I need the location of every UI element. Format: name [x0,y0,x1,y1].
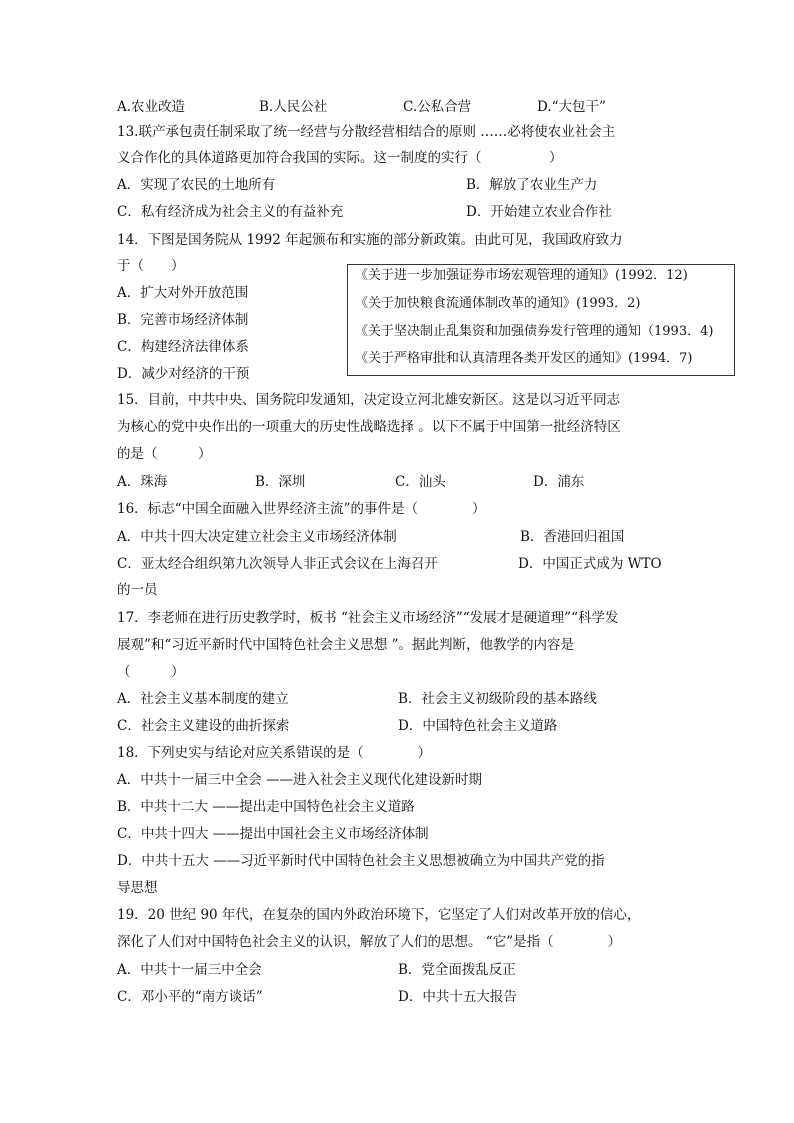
q18-option-c: C．中共十四大 ——提出中国社会主义市场经济体制 [117,826,429,842]
q17-option-b: B．社会主义初级阶段的基本路线 [398,691,597,707]
q17-stem-line3: （ ） [117,664,185,680]
policy-item: 《关于进一步加强证券市场宏观管理的通知》(1992．12) [355,268,688,283]
q19-stem-line2: 深化了人们对中国特色社会主义的认识，解放了人们的思想。 “它”是指（ ） [117,934,622,950]
q16-option-d-continued: 的一员 [117,582,158,598]
q17-option-c: C．社会主义建设的曲折探索 [117,718,290,734]
q14-stem-line2: 于（ ） [117,258,185,274]
q18-stem-line1: 18．下列史实与结论对应关系错误的是（ ） [117,745,432,761]
q14-option-a: A．扩大对外开放范围 [117,285,249,301]
q13-option-c: C．私有经济成为社会主义的有益补充 [117,204,344,220]
q16-option-b: B．香港回归祖国 [520,529,625,545]
q15-option-d: D．浦东 [533,474,585,490]
q16-option-c: C．亚太经合组织第九次领导人非正式会议在上海召开 [117,556,438,572]
q12-option-d: D.“大包干” [537,99,606,115]
q19-option-b: B．党全面拨乱反正 [398,962,516,978]
q19-option-a: A．中共十一届三中全会 [117,962,262,978]
policy-item: 《关于严格审批和认真清理各类开发区的通知》(1994．7) [355,351,693,366]
q19-stem-line1: 19．20 世纪 90 年代，在复杂的国内外政治环境下，它坚定了人们对改革开放的信心， [117,907,641,923]
q15-stem-line3: 的是（ ） [117,446,212,462]
q13-option-b: B．解放了农业生产力 [466,177,598,193]
q16-option-d: D．中国正式成为 WTO [518,556,662,572]
q12-option-a: A.农业改造 [117,99,186,115]
q13-option-a: A．实现了农民的土地所有 [117,177,276,193]
q13-option-d: D．开始建立农业合作社 [466,204,612,220]
q18-option-b: B．中共十二大 ——提出走中国特色社会主义道路 [117,799,415,815]
q12-option-c: C.公私合营 [403,99,472,115]
policy-item: 《关于坚决制止乱集资和加强债券发行管理的通知（1993．4) [355,324,714,339]
q19-option-d: D．中共十五大报告 [398,989,517,1005]
q16-stem-line1: 16．标志“中国全面融入世界经济主流”的事件是（ ） [117,501,486,517]
q15-stem-line1: 15．目前，中共中央、国务院印发通知，决定设立河北雄安新区。这是以习近平同志 [117,392,621,408]
q17-option-a: A．社会主义基本制度的建立 [117,691,289,707]
q17-stem-line1: 17．李老师在进行历史教学时，板书 “社会主义市场经济”“发展才是硬道理”“科学发 [117,610,619,626]
q14-option-d: D．减少对经济的干预 [117,366,250,382]
q12-option-b: B.人民公社 [259,99,328,115]
q15-option-c: C．汕头 [395,474,446,490]
q15-stem-line2: 为核心的党中央作出的一项重大的历史性战略选择 。以下不属于中国第一批经济特区 [117,419,621,435]
q18-option-d-continued: 导思想 [117,880,158,896]
q16-option-a: A．中共十四大决定建立社会主义市场经济体制 [117,529,397,545]
q17-option-d: D．中国特色社会主义道路 [398,718,558,734]
q13-stem-line1: 13.联产承包责任制采取了统一经营与分散经营相结合的原则 ……必将使农业社会主 [117,124,616,140]
q15-option-a: A．珠海 [117,474,168,490]
q15-option-b: B．深圳 [255,474,306,490]
q14-option-c: C．构建经济法律体系 [117,339,249,355]
q18-option-a: A．中共十一届三中全会 ——进入社会主义现代化建设新时期 [117,772,483,788]
q14-option-b: B．完善市场经济体制 [117,312,249,328]
policy-list-box [347,264,735,376]
policy-item: 《关于加快粮食流通体制改革的通知》(1993．2) [355,296,641,311]
q18-option-d: D．中共十五大 ——习近平新时代中国特色社会主义思想被确立为中国共产党的指 [117,853,605,869]
q13-stem-line2: 义合作化的具体道路更加符合我国的实际。这一制度的实行（ ） [117,150,563,166]
q14-stem-line1: 14．下图是国务院从 1992 年起颁布和实施的部分新政策。由此可见，我国政府致力 [117,232,623,248]
q17-stem-line2: 展观”和“习近平新时代中国特色社会主义思想 ”。据此判断，他教学的内容是 [117,637,574,653]
q19-option-c: C．邓小平的“南方谈话” [117,989,263,1005]
